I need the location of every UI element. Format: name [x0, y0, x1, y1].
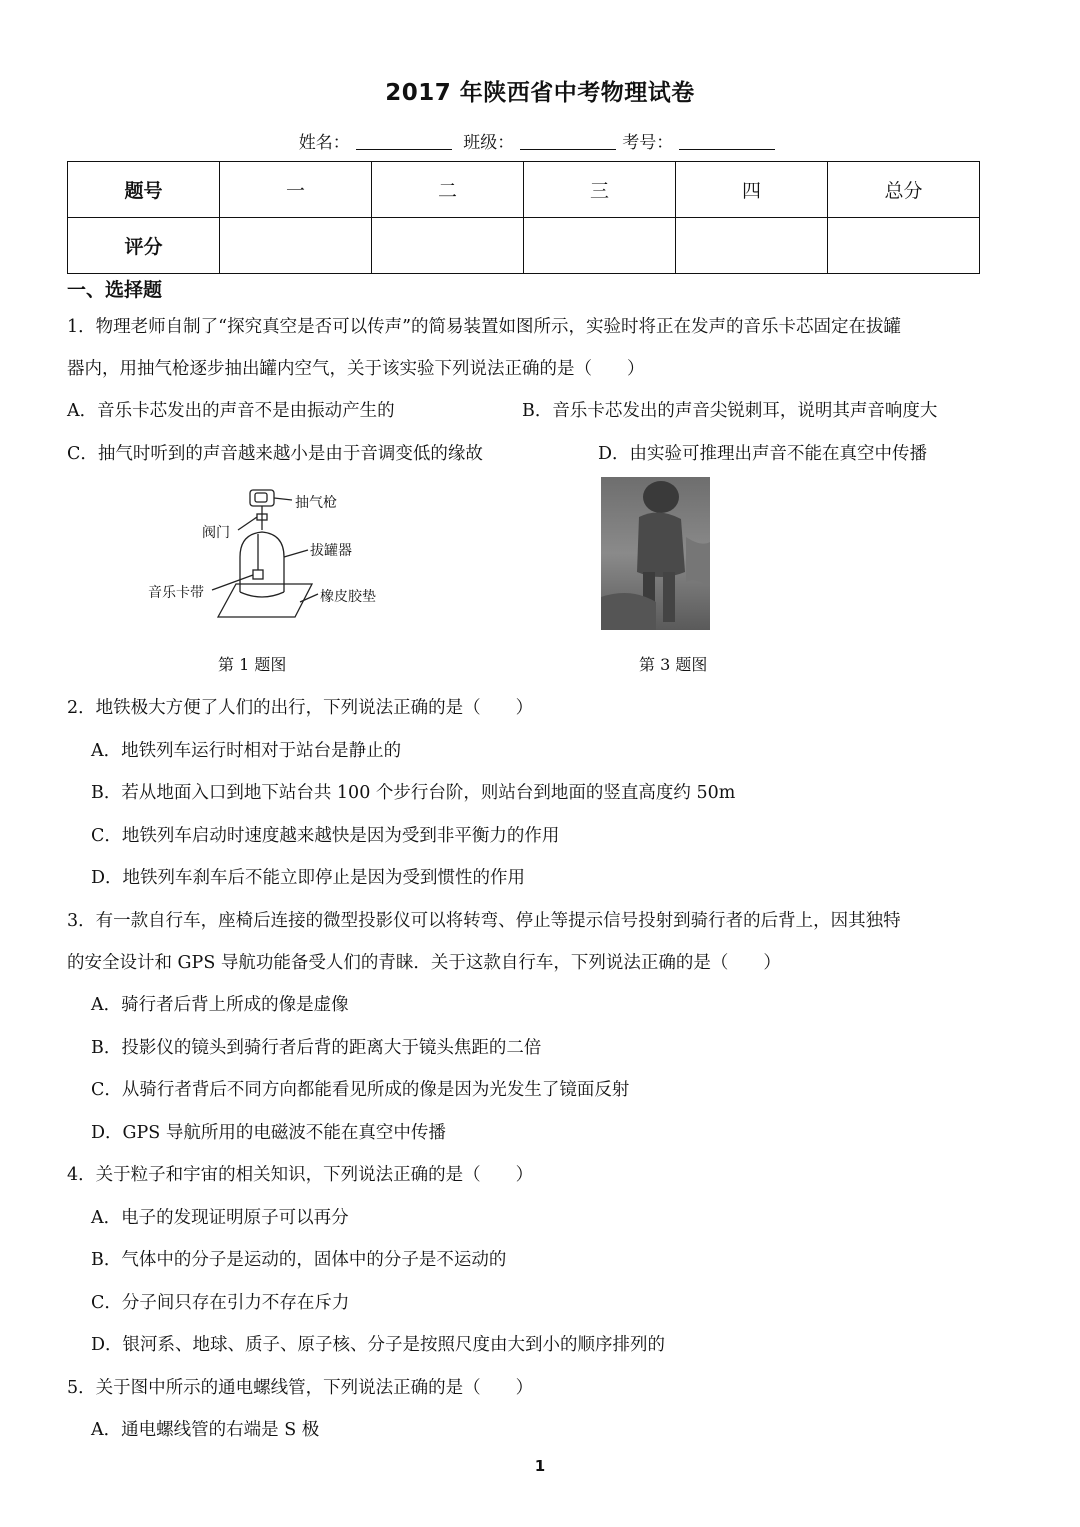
score-cell [524, 218, 676, 274]
q4-stem: 4．关于粒子和宇宙的相关知识，下列说法正确的是（ ） [67, 1165, 534, 1185]
fig1-label-card: 音乐卡带 [148, 585, 204, 601]
q1-option-d: D．由实验可推理出声音不能在真空中传播 [598, 444, 928, 464]
fig1-caption: 第 1 题图 [218, 655, 287, 674]
page-title: 2017 年陕西省中考物理试卷 [385, 80, 695, 106]
score-cell [676, 218, 828, 274]
id-blank [679, 133, 775, 150]
q3-stem-line2: 的安全设计和 GPS 导航功能备受人们的青睐．关于这款自行车，下列说法正确的是（ ） [67, 953, 781, 973]
score-row-label: 评分 [68, 218, 220, 274]
score-table-header-row [68, 162, 980, 218]
q3-option-a: A．骑行者后背上所成的像是虚像 [91, 995, 349, 1015]
score-cell [828, 218, 980, 274]
fig1-label-cup: 拔罐器 [310, 543, 352, 559]
fig3-caption: 第 3 题图 [639, 655, 708, 674]
q2-stem: 2．地铁极大方便了人们的出行，下列说法正确的是（ ） [67, 698, 534, 718]
score-header-cell: 总分 [828, 162, 980, 218]
q1-option-c: C．抽气时听到的声音越来越小是由于音调变低的缘故 [67, 444, 483, 464]
q1-stem-line2: 器内，用抽气枪逐步抽出罐内空气，关于该实验下列说法正确的是（ ） [67, 359, 645, 379]
q4-option-b: B．气体中的分子是运动的，固体中的分子是不运动的 [91, 1250, 507, 1270]
q1-option-b: B．音乐卡芯发出的声音尖锐刺耳，说明其声音响度大 [522, 401, 938, 421]
q4-option-d: D．银河系、地球、质子、原子核、分子是按照尺度由大到小的顺序排列的 [91, 1335, 666, 1355]
q2-option-a: A．地铁列车运行时相对于站台是静止的 [91, 741, 402, 761]
name-label: 姓名： [298, 133, 350, 153]
fig1-label-valve: 阀门 [202, 525, 230, 541]
page-number: 1 [534, 1457, 546, 1475]
section-heading: 一、选择题 [67, 279, 163, 301]
q4-option-a: A．电子的发现证明原子可以再分 [91, 1208, 349, 1228]
q1-stem-line1: 1．物理老师自制了“探究真空是否可以传声”的简易装置如图所示，实验时将正在发声的音乐卡芯固定在拔罐 [67, 317, 902, 337]
q3-option-d: D．GPS 导航所用的电磁波不能在真空中传播 [91, 1123, 446, 1143]
fig1-label-pad: 橡皮胶垫 [320, 589, 376, 605]
class-label: 班级： [463, 133, 515, 153]
rubber-pad-shape [218, 584, 312, 617]
q3-option-b: B．投影仪的镜头到骑行者后背的距离大于镜头焦距的二倍 [91, 1038, 542, 1058]
fig3-photo [601, 477, 710, 630]
q2-option-b: B．若从地面入口到地下站台共 100 个步行台阶，则站台到地面的竖直高度约 50m [91, 783, 736, 803]
fig1-svg [140, 482, 400, 632]
score-header-cell: 三 [524, 162, 676, 218]
q5-option-a: A．通电螺线管的右端是 S 极 [91, 1420, 320, 1440]
score-header-cell: 四 [676, 162, 828, 218]
class-blank [520, 133, 616, 150]
music-card-shape [253, 570, 263, 579]
name-blank [356, 133, 452, 150]
fig3-photo-svg [601, 477, 710, 630]
score-header-cell: 题号 [68, 162, 220, 218]
jar-shape [240, 532, 284, 592]
score-table-score-row [68, 218, 980, 274]
q2-option-c: C．地铁列车启动时速度越来越快是因为受到非平衡力的作用 [91, 826, 560, 846]
fig1-diagram [140, 482, 400, 632]
fig1-label-gun: 抽气枪 [295, 495, 337, 511]
score-header-cell: 二 [372, 162, 524, 218]
student-info-line [0, 128, 1080, 153]
q5-stem: 5．关于图中所示的通电螺线管，下列说法正确的是（ ） [67, 1378, 534, 1398]
q3-stem-line1: 3．有一款自行车，座椅后连接的微型投影仪可以将转弯、停止等提示信号投射到骑行者的后背上，因其独特 [67, 911, 901, 931]
score-table [67, 161, 980, 274]
q4-option-c: C．分子间只存在引力不存在斥力 [91, 1293, 350, 1313]
q3-option-c: C．从骑行者背后不同方向都能看见所成的像是因为光发生了镜面反射 [91, 1080, 630, 1100]
q2-option-d: D．地铁列车刹车后不能立即停止是因为受到惯性的作用 [91, 868, 526, 888]
score-cell [372, 218, 524, 274]
id-label: 考号： [622, 133, 674, 153]
score-cell [220, 218, 372, 274]
score-header-cell: 一 [220, 162, 372, 218]
q1-option-a: A．音乐卡芯发出的声音不是由振动产生的 [67, 401, 395, 421]
